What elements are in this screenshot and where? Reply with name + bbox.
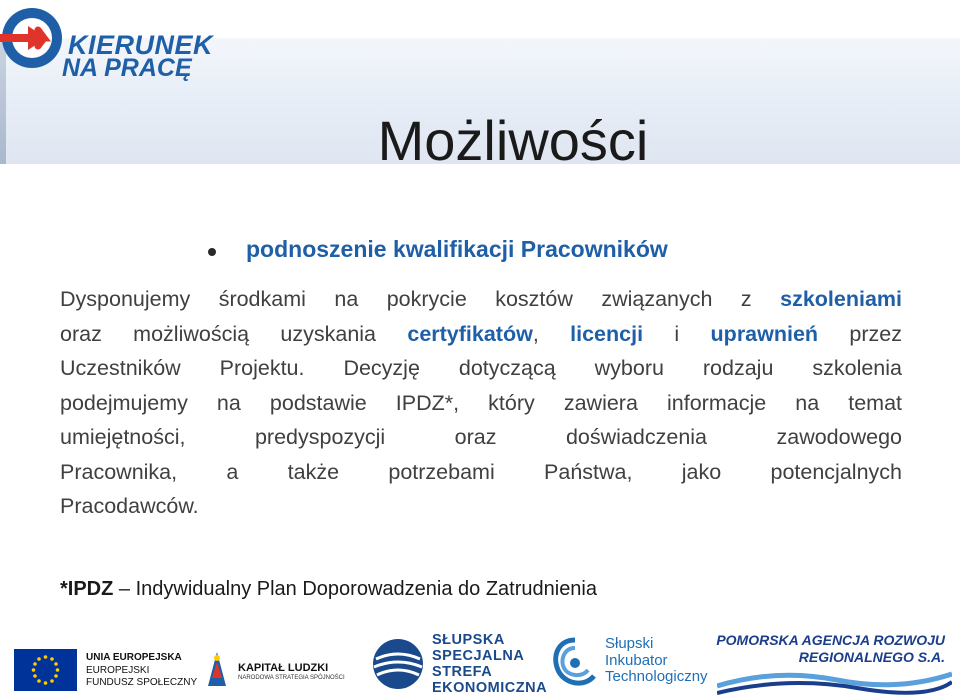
eu-line2: EUROPEJSKI (86, 664, 150, 676)
highlight-szkoleniami: szkoleniami (780, 287, 902, 311)
parr-text (713, 632, 945, 666)
sse-line1: SŁUPSKA (432, 632, 505, 648)
parr-wave-icon (717, 666, 952, 696)
eu-line1: UNIA EUROPEJSKA (86, 652, 182, 663)
highlight-licencji: licencji (570, 321, 644, 346)
logo-text-line2: NA PRACĘ (62, 54, 192, 82)
sit-line3: Technologiczny (605, 668, 708, 685)
highlight-certyfikatow: certyfikatów (407, 321, 533, 346)
footnote-abbr: *IPDZ (60, 578, 114, 600)
text-run: Decyzję dotyczącą wyboru rodzaju szkolenia (304, 356, 902, 380)
sse-line2: SPECJALNA (432, 648, 525, 664)
sse-globe-icon (368, 637, 428, 691)
paragraph-line-7: Pracodawców. (60, 494, 199, 518)
sit-text (605, 636, 708, 686)
paragraph-line-6: Pracownika, a także potrzebami Państwa, jako potencjalnych (60, 459, 902, 484)
bullet-icon (208, 248, 216, 256)
eu-text (86, 652, 197, 690)
sit-line1: Słupski (605, 635, 654, 652)
logo-text-line1: KIERUNEK (68, 30, 214, 60)
text-run: oraz możliwością uzyskania (60, 321, 408, 346)
sse-line3: STREFA (432, 664, 493, 680)
parr-line2: REGIONALNEGO S.A. (798, 649, 945, 665)
footnote (60, 578, 597, 601)
body-paragraph (60, 282, 902, 524)
text-run: Uczestników Projektu. (60, 356, 305, 380)
paragraph-line-2 (60, 317, 902, 352)
paragraph-line-4: podejmujemy na podstawie IPDZ*, który zawiera informacje na temat (60, 390, 902, 415)
footnote-expansion: Indywidualny Plan Doporowadzenia do Zatrudnienia (135, 578, 597, 600)
paragraph-line-5: umiejętności, predyspozycji oraz doświadczenia zawodowego (60, 425, 902, 449)
paragraph-line-1 (60, 282, 902, 317)
paragraph-line-3 (60, 351, 902, 386)
highlight-uprawnien: uprawnień (710, 321, 819, 346)
footnote-dash: – (113, 578, 136, 600)
sse-text (432, 632, 547, 696)
sse-line4: EKONOMICZNA (432, 680, 548, 696)
kl-title: KAPITAŁ LUDZKI (238, 662, 329, 674)
eu-flag-icon (14, 649, 77, 691)
text-run: , (532, 321, 571, 346)
text-run: Dysponujemy środkami na pokrycie kosztów związanych z (60, 287, 781, 311)
page-title: Możliwości (377, 108, 649, 172)
text-run: przez (818, 321, 902, 346)
partner-logos (0, 622, 960, 697)
text-run: i (643, 321, 711, 346)
sit-swirl-icon (548, 634, 602, 692)
sit-line2: Inkubator (605, 651, 668, 669)
parr-line1: POMORSKA AGENCJA ROZWOJU (716, 632, 945, 648)
kapital-ludzki-icon (204, 648, 230, 688)
eu-line3: FUNDUSZ SPOŁECZNY (86, 677, 198, 688)
bullet-heading: podnoszenie kwalifikacji Pracowników (246, 236, 668, 262)
kl-subtitle: NARODOWA STRATEGIA SPÓJNOŚCI (238, 675, 345, 681)
